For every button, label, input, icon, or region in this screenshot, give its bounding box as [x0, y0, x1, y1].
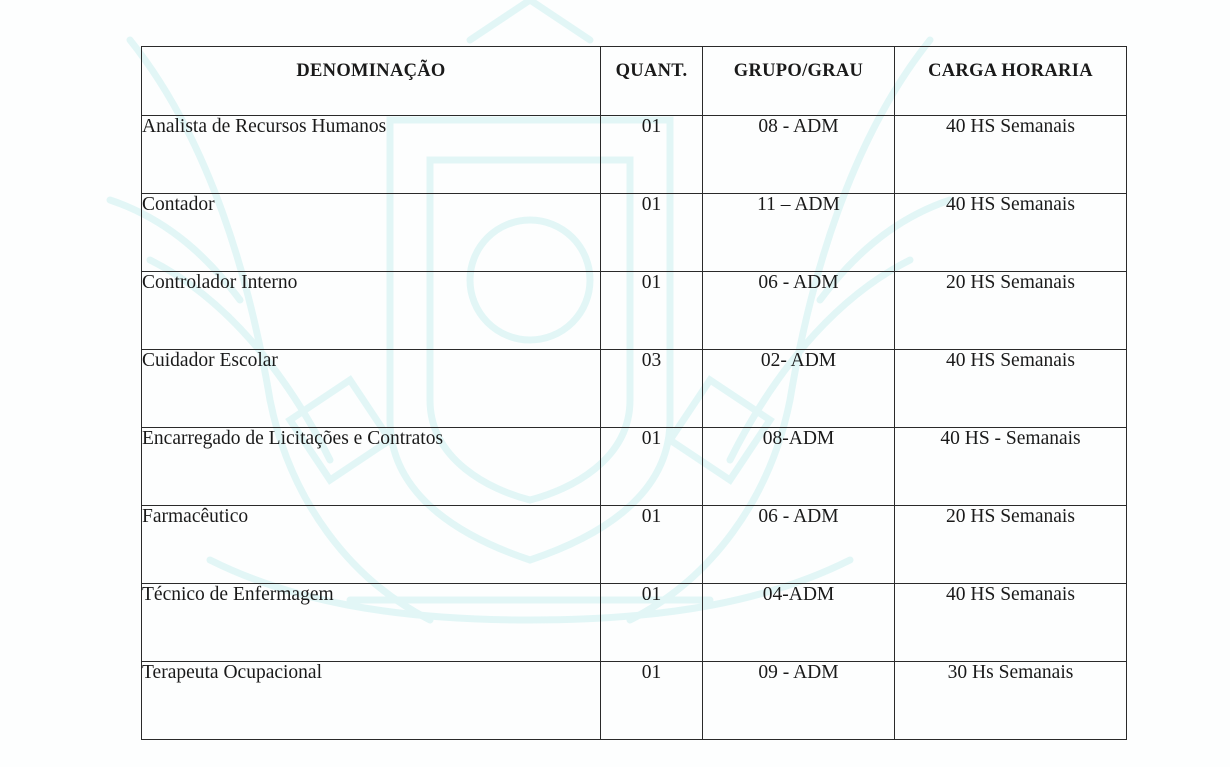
cell-carga-horaria: 20 HS Semanais: [895, 506, 1127, 584]
cell-denominacao: Controlador Interno: [142, 272, 601, 350]
cell-quantidade: 01: [601, 584, 703, 662]
cell-denominacao: Técnico de Enfermagem: [142, 584, 601, 662]
cell-denominacao: Analista de Recursos Humanos: [142, 116, 601, 194]
header-quantidade: QUANT.: [601, 47, 703, 116]
cell-grupo-grau: 02- ADM: [703, 350, 895, 428]
positions-table: [141, 46, 1127, 740]
cell-grupo-grau: 11 – ADM: [703, 194, 895, 272]
cell-carga-horaria: 40 HS Semanais: [895, 116, 1127, 194]
cell-quantidade: 01: [601, 662, 703, 740]
cell-grupo-grau: 08 - ADM: [703, 116, 895, 194]
table-row: [142, 194, 1127, 272]
cell-grupo-grau: 04-ADM: [703, 584, 895, 662]
table-row: [142, 272, 1127, 350]
header-carga-horaria: CARGA HORARIA: [895, 47, 1127, 116]
table-row: [142, 350, 1127, 428]
table-row: [142, 584, 1127, 662]
table-row: [142, 506, 1127, 584]
header-grupo-grau: GRUPO/GRAU: [703, 47, 895, 116]
cell-denominacao: Cuidador Escolar: [142, 350, 601, 428]
cell-carga-horaria: 40 HS Semanais: [895, 194, 1127, 272]
header-denominacao: DENOMINAÇÃO: [142, 47, 601, 116]
table-row: [142, 116, 1127, 194]
cell-quantidade: 03: [601, 350, 703, 428]
table-row: [142, 428, 1127, 506]
cell-denominacao: Encarregado de Licitações e Contratos: [142, 428, 601, 506]
cell-denominacao: Terapeuta Ocupacional: [142, 662, 601, 740]
cell-carga-horaria: 30 Hs Semanais: [895, 662, 1127, 740]
cell-grupo-grau: 06 - ADM: [703, 272, 895, 350]
cell-carga-horaria: 40 HS Semanais: [895, 584, 1127, 662]
cell-denominacao: Farmacêutico: [142, 506, 601, 584]
cell-grupo-grau: 08-ADM: [703, 428, 895, 506]
cell-carga-horaria: 40 HS - Semanais: [895, 428, 1127, 506]
cell-carga-horaria: 40 HS Semanais: [895, 350, 1127, 428]
cell-quantidade: 01: [601, 116, 703, 194]
cell-quantidade: 01: [601, 194, 703, 272]
cell-quantidade: 01: [601, 272, 703, 350]
table-header-row: [142, 47, 1127, 116]
cell-quantidade: 01: [601, 506, 703, 584]
cell-grupo-grau: 09 - ADM: [703, 662, 895, 740]
table-row: [142, 662, 1127, 740]
cell-quantidade: 01: [601, 428, 703, 506]
cell-carga-horaria: 20 HS Semanais: [895, 272, 1127, 350]
cell-grupo-grau: 06 - ADM: [703, 506, 895, 584]
cell-denominacao: Contador: [142, 194, 601, 272]
